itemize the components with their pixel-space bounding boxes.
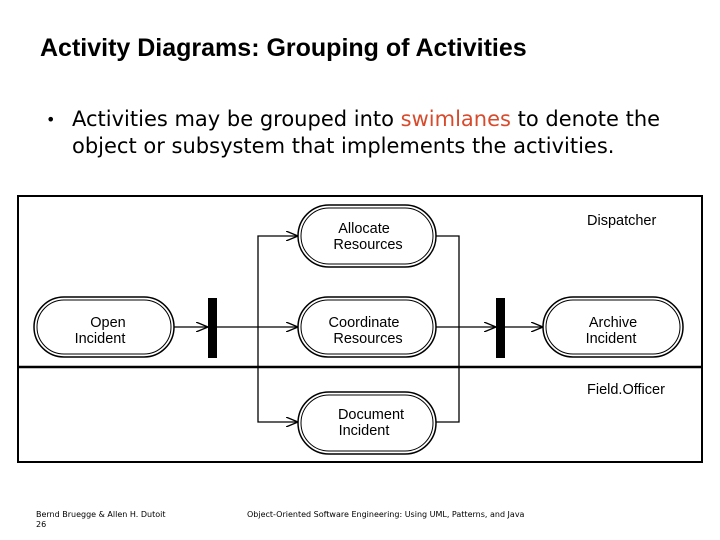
transition-fork-to-allocate [258,236,297,327]
activity-open-incident-line1: Open [90,315,126,331]
activity-allocate-resources-line1: Allocate [338,221,390,237]
activity-open-incident-line2: Incident [74,331,126,347]
activity-allocate-resources-line2: Resources [333,237,403,253]
activity-coordinate-resources-line1: Coordinate [328,315,400,331]
bullet-text-after: to denote the object or subsystem that implements the activities. [72,107,661,158]
activity-archive-incident-line2: Incident [585,331,637,347]
activity-open-incident [34,297,174,357]
join-bar [496,298,505,358]
transition-allocate-to-join [436,236,459,327]
lane-label-dispatcher: Dispatcher [587,213,657,229]
footer-authors [36,510,165,530]
activity-allocate-resources [298,205,436,267]
activity-document-incident-line2: Incident [338,423,390,439]
bullet-dot: • [46,110,56,129]
activity-archive-incident [543,297,683,357]
footer-book-title: Object-Oriented Software Engineering: Using UML, Patterns, and Java [247,510,525,519]
slide-title: Activity Diagrams: Grouping of Activities [40,34,527,62]
footer-authors-text: Bernd Bruegge & Allen H. Dutoit [36,510,166,519]
activity-coordinate-resources [298,297,436,357]
transition-document-to-join [436,327,459,422]
transition-fork-to-document [258,327,297,422]
bullet-highlight-swimlanes: swimlanes [400,107,511,131]
activity-document-incident-line1: Document [337,407,405,423]
activity-document-incident [298,392,436,454]
activity-coordinate-resources-line2: Resources [333,331,403,347]
activity-archive-incident-line1: Archive [588,315,638,331]
footer-page-number: 26 [36,520,47,529]
bullet-text-before: Activities may be grouped into [72,107,401,131]
lane-label-field-officer: Field.Officer [587,382,665,398]
fork-bar [208,298,217,358]
